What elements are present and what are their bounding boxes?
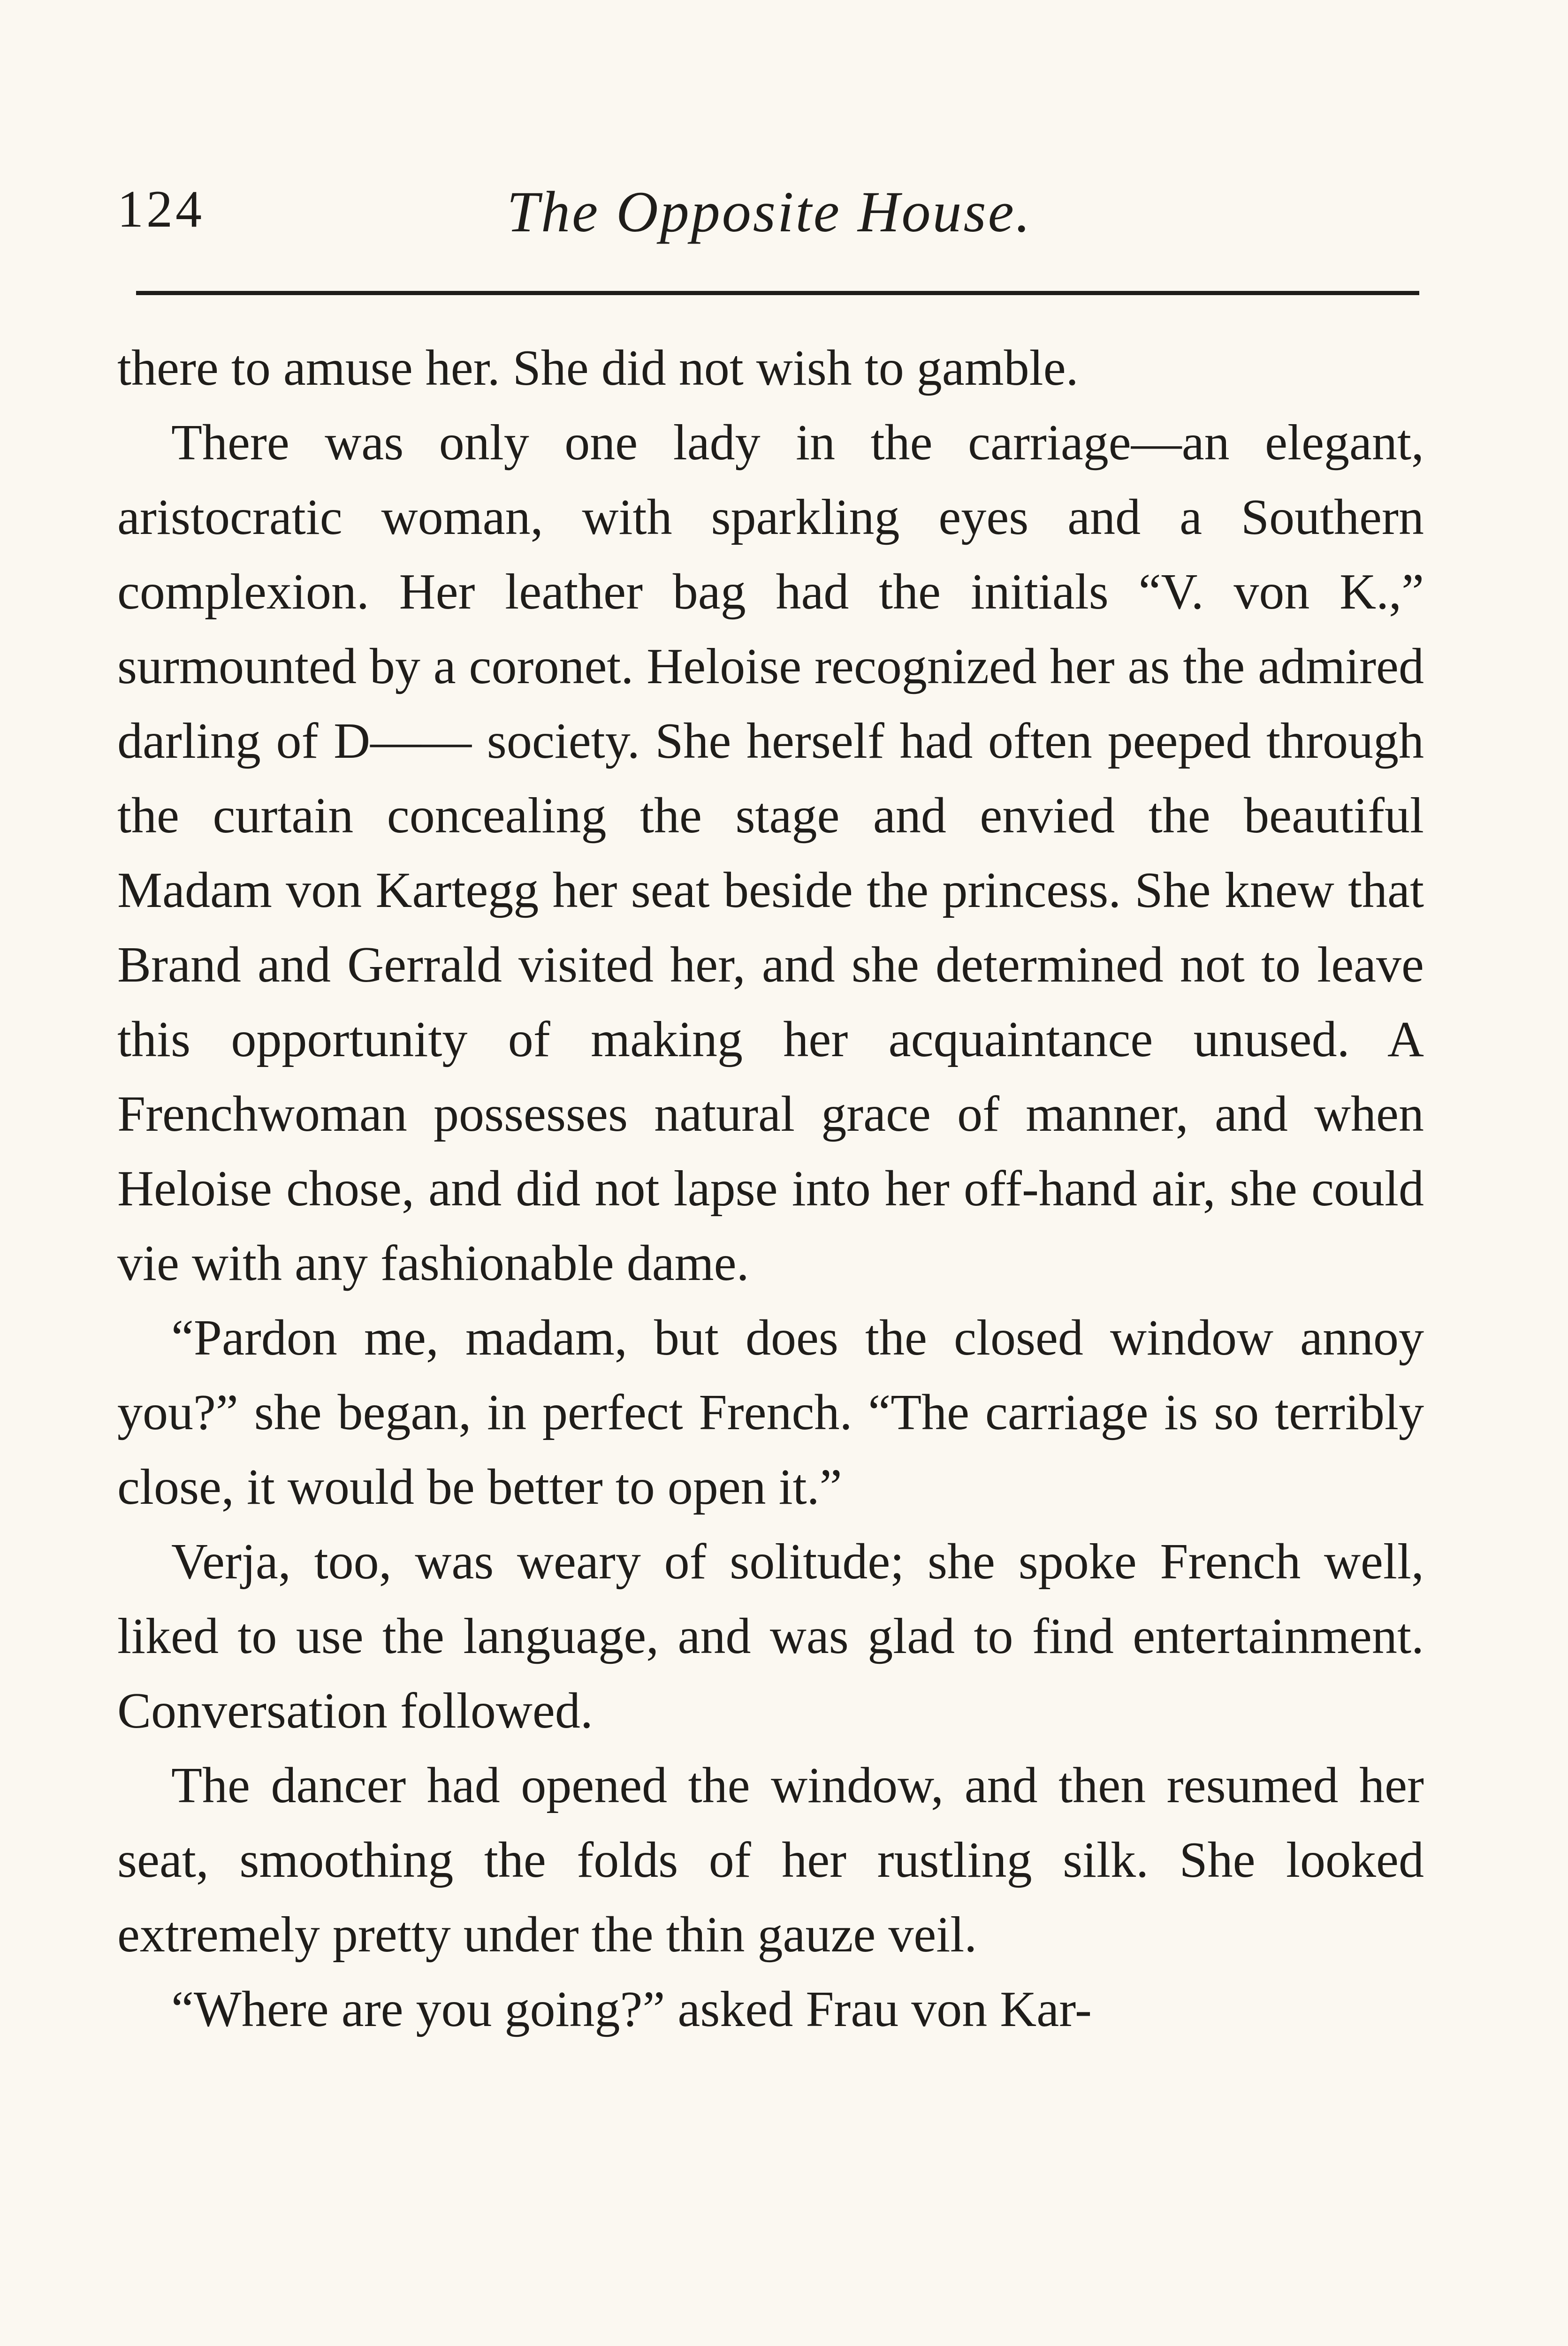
page-header [117,174,1422,267]
paragraph-5: The dancer had opened the window, and then resumed her seat, smoothing the folds of her rustling silk. She looked extremely pretty under the thin gauze veil. [117,1758,1424,1963]
running-title: The Opposite House. [507,180,1032,244]
paragraph-4: Verja, too, was weary of solitude; she spoke French well, liked to use the language, and was glad to find entertainment. Conversation followed. [117,1534,1424,1739]
page-number: 124 [117,180,205,238]
paragraph-6: “Where are you going?” asked Frau von Kar- [171,1981,1092,2037]
header-rule [136,291,1419,295]
paragraph-2: There was only one lady in the carriage—an elegant, aristocratic woman, with sparkling eyes and a Southern complexion. Her leather bag had the initials “V. von K.,” surmounted by a coronet. Heloise recognized her as the admired darling of D—— society. She herself had often peeped through the curtain concealing the stage and envied the beautiful Madam von Kartegg her seat beside the princess. She knew that Brand and Gerrald visited her, and she determined not to leave this opportunity of making her acquaintance unused. A Frenchwoman possesses natural grace of manner, and when Heloise chose, and did not lapse into her off-hand air, she could vie with any fashionable dame. [117,415,1424,1291]
body-text [117,331,1424,2047]
paragraph-1: there to amuse her. She did not wish to gamble. [117,340,1079,396]
paragraph-3: “Pardon me, madam, but does the closed window annoy you?” she began, in perfect French. “The carriage is so terribly close, it would be better to open it.” [117,1310,1424,1515]
